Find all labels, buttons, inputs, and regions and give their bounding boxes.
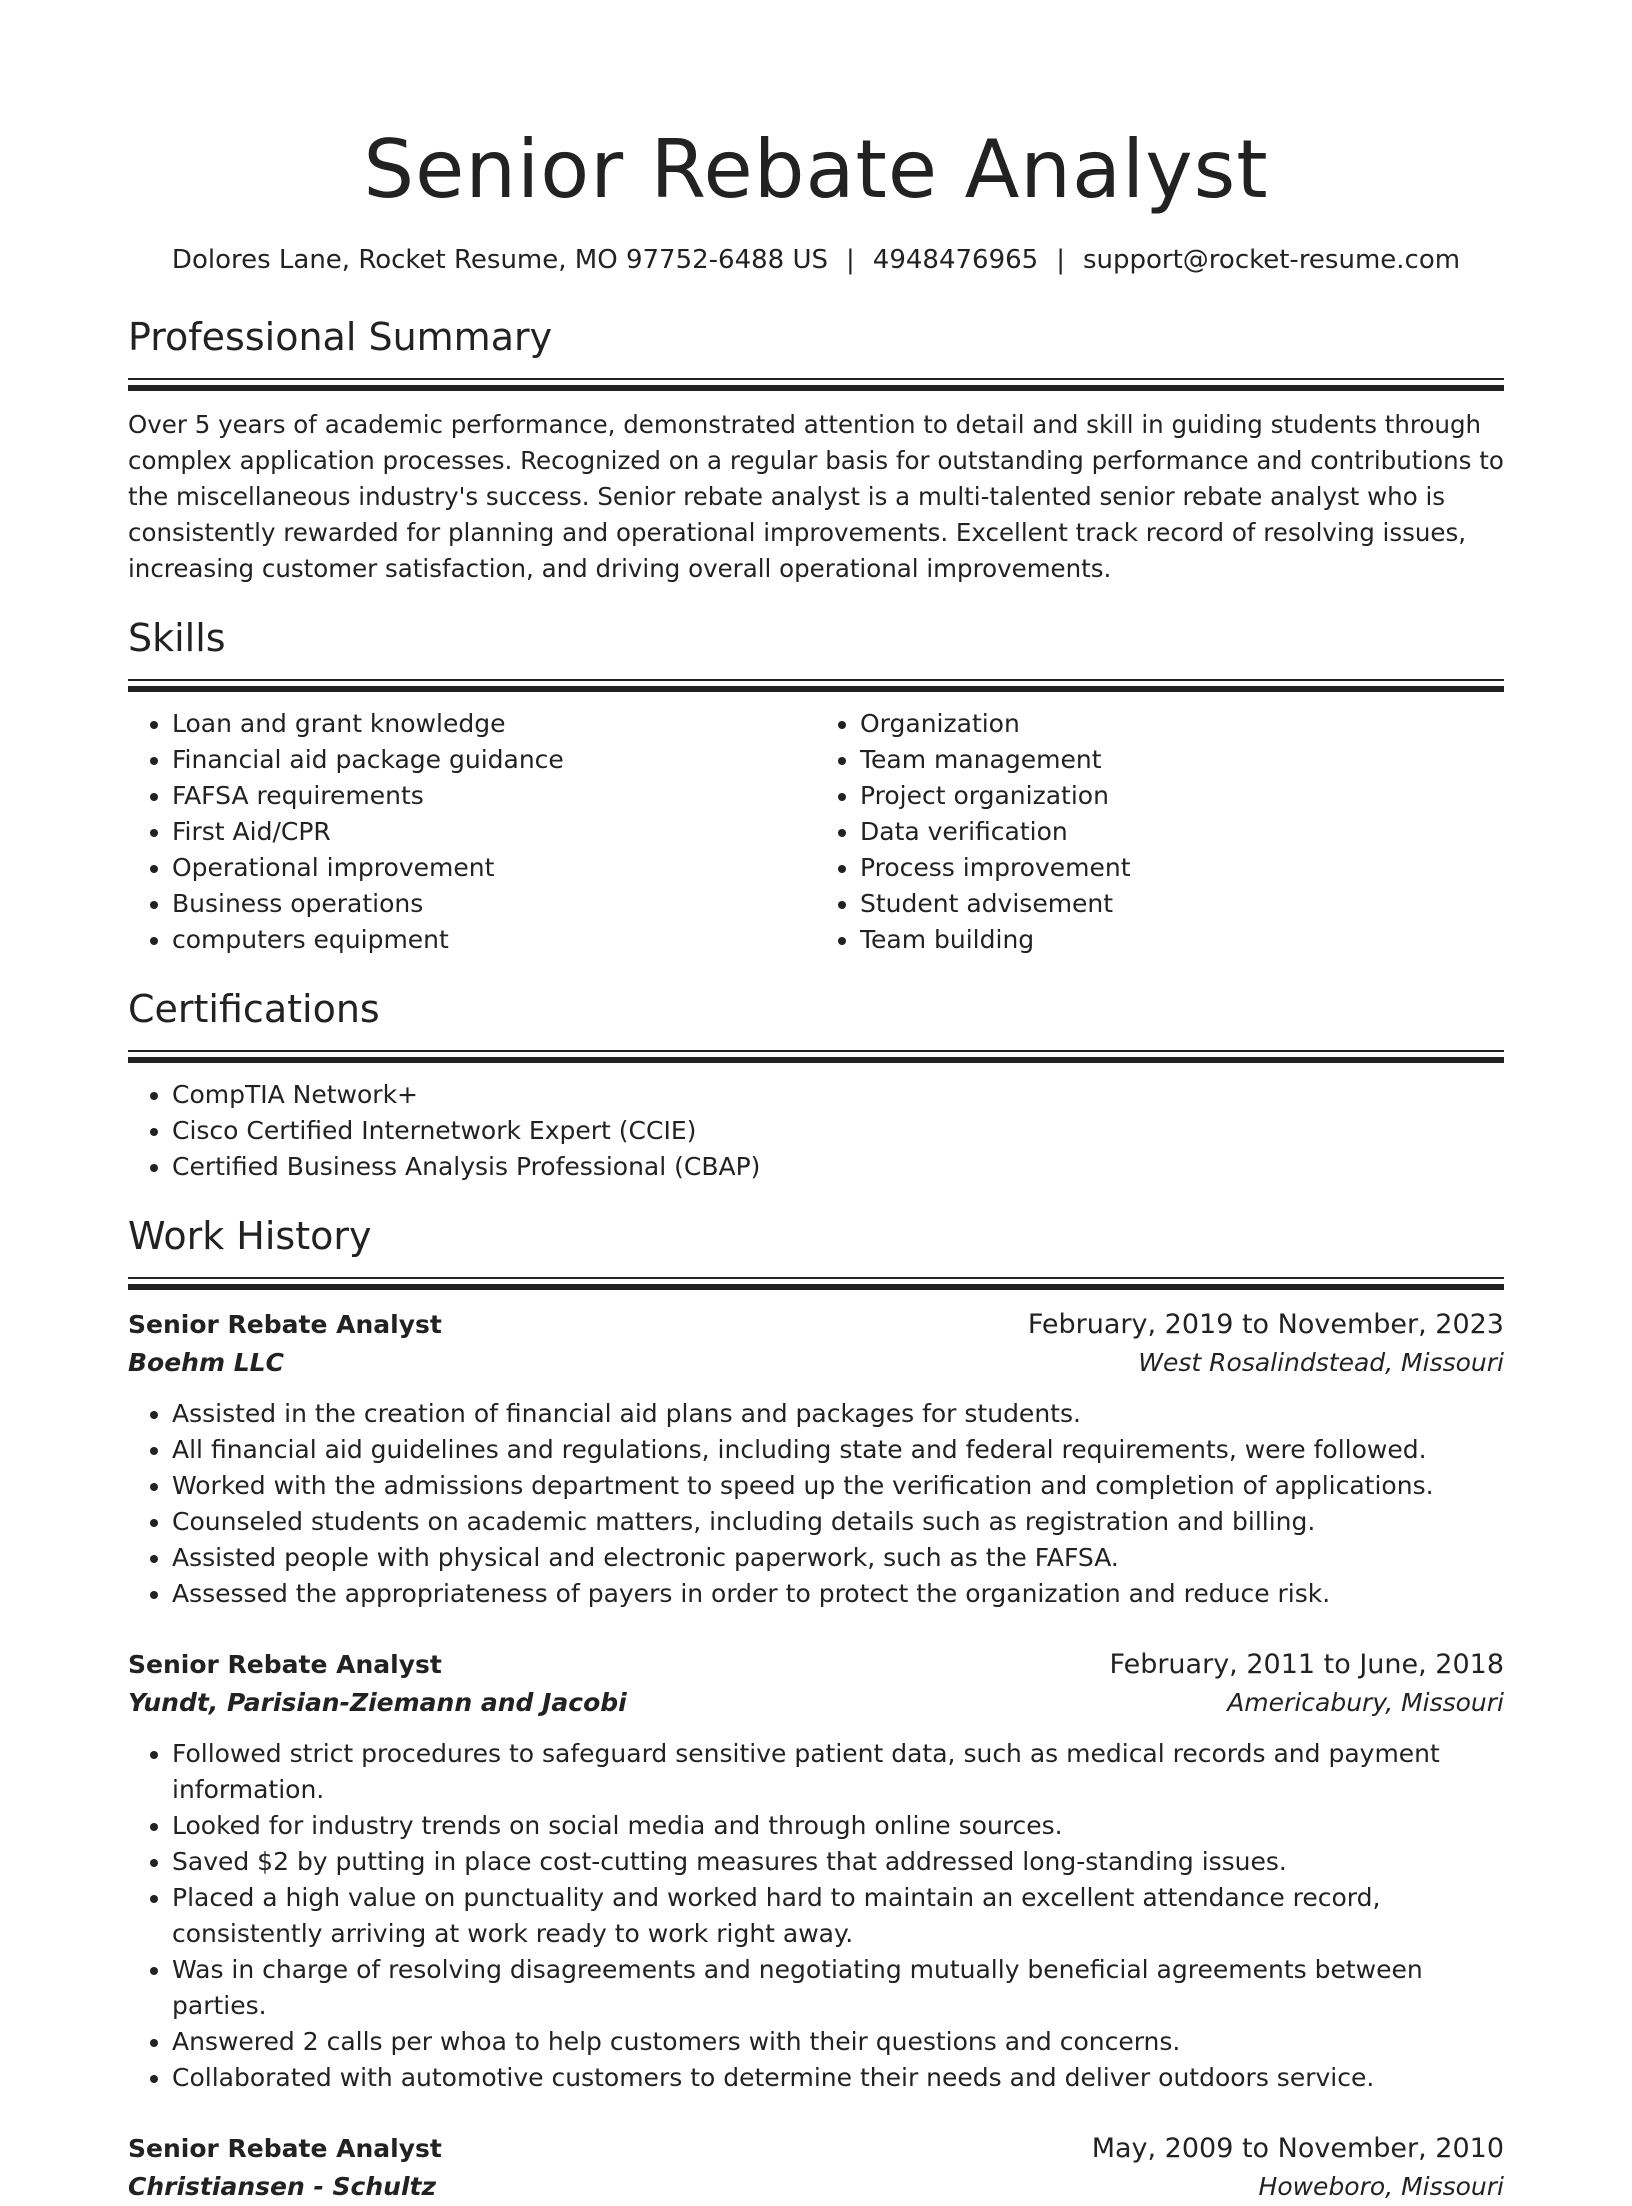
skill-item: • Operational improvement	[172, 850, 816, 886]
job-bullet: • Looked for industry trends on social media and through online sources.	[172, 1808, 1504, 1844]
job-bullet: • Answered 2 calls per whoa to help customers with their questions and concerns.	[172, 2024, 1504, 2060]
work-history-section	[128, 1211, 1504, 2206]
skill-item: • Organization	[860, 706, 1504, 742]
contact-line	[128, 242, 1504, 278]
section-divider	[128, 378, 1504, 391]
contact-separator: |	[1056, 245, 1065, 275]
job-header-row	[128, 2130, 1504, 2168]
job-bullet: • Followed strict procedures to safeguard sensitive patient data, such as medical records and payment information.	[172, 1736, 1504, 1808]
section-divider	[128, 1050, 1504, 1063]
skills-list-right	[816, 706, 1504, 958]
job-company-row	[128, 2168, 1504, 2206]
job-dates: February, 2011 to June, 2018	[1109, 1649, 1504, 1680]
job-entry	[128, 2130, 1504, 2206]
certifications-heading: Certifications	[128, 987, 380, 1031]
certifications-section	[128, 984, 1504, 1185]
summary-text: Over 5 years of academic performance, demonstrated attention to detail and skill in guiding students through complex application processes. Recognized on a regular basis for outstanding performance and contributions to the miscellaneous industry's success. Senior rebate analyst is a multi-talented senior rebate analyst who is consistently rewarded for planning and operational improvements. Excellent track record of resolving issues, increasing customer satisfaction, and driving overall operational improvements.	[128, 410, 1504, 583]
job-dates: May, 2009 to November, 2010	[1091, 2133, 1504, 2164]
job-title: Senior Rebate Analyst	[128, 2134, 442, 2163]
job-company: Christiansen - Schultz	[128, 2172, 437, 2201]
job-bullet: • Was in charge of resolving disagreements and negotiating mutually beneficial agreements between parties.	[172, 1952, 1504, 2024]
job-title: Senior Rebate Analyst	[128, 1310, 442, 1339]
job-company-row	[128, 1344, 1504, 1382]
job-bullet: • All financial aid guidelines and regulations, including state and federal requirements, were followed.	[172, 1432, 1504, 1468]
work-history-heading: Work History	[128, 1214, 372, 1258]
job-bullet: • Collaborated with automotive customers to determine their needs and deliver outdoors service.	[172, 2060, 1504, 2096]
skills-list-left	[128, 706, 816, 958]
skill-item: • FAFSA requirements	[172, 778, 816, 814]
job-bullet: • Saved $2 by putting in place cost-cutting measures that addressed long-standing issues.	[172, 1844, 1504, 1880]
job-entry	[128, 1646, 1504, 2096]
job-dates: February, 2019 to November, 2023	[1027, 1309, 1504, 1340]
job-bullet: • Assisted in the creation of financial aid plans and packages for students.	[172, 1396, 1504, 1432]
skills-section	[128, 613, 1504, 958]
job-bullet: • Worked with the admissions department to speed up the verification and completion of applications.	[172, 1468, 1504, 1504]
resume-title: Senior Rebate Analyst	[363, 123, 1269, 216]
job-location: Howeboro, Missouri	[1258, 2172, 1504, 2201]
section-divider	[128, 1277, 1504, 1290]
section-divider	[128, 679, 1504, 692]
job-header-row	[128, 1646, 1504, 1684]
skill-item: • Data verification	[860, 814, 1504, 850]
contact-phone: 4948476965	[872, 245, 1039, 275]
contact-email: support@rocket-resume.com	[1082, 245, 1461, 275]
skill-item: • Student advisement	[860, 886, 1504, 922]
skill-item: • Team building	[860, 922, 1504, 958]
summary-section	[128, 312, 1504, 587]
job-company: Boehm LLC	[128, 1348, 284, 1377]
certification-item: • Cisco Certified Internetwork Expert (CCIE)	[172, 1113, 1504, 1149]
job-bullet: • Placed a high value on punctuality and worked hard to maintain an excellent attendance record, consistently arriving at work ready to work right away.	[172, 1880, 1504, 1952]
certification-item: • CompTIA Network+	[172, 1077, 1504, 1113]
skills-heading: Skills	[128, 616, 226, 660]
skill-item: • computers equipment	[172, 922, 816, 958]
skill-item: • Process improvement	[860, 850, 1504, 886]
skill-item: • First Aid/CPR	[172, 814, 816, 850]
certification-item: • Certified Business Analysis Professional (CBAP)	[172, 1149, 1504, 1185]
job-bullet: • Assisted people with physical and electronic paperwork, such as the FAFSA.	[172, 1540, 1504, 1576]
job-company: Yundt, Parisian-Ziemann and Jacobi	[128, 1688, 627, 1717]
job-header-row	[128, 1306, 1504, 1344]
job-bullets	[128, 1736, 1504, 2096]
job-bullet: • Counseled students on academic matters, including details such as registration and billing.	[172, 1504, 1504, 1540]
contact-separator: |	[846, 245, 855, 275]
job-location: Americabury, Missouri	[1227, 1688, 1504, 1717]
skill-item: • Project organization	[860, 778, 1504, 814]
contact-address: Dolores Lane, Rocket Resume, MO 97752-6488 US	[171, 245, 829, 275]
summary-heading: Professional Summary	[128, 315, 553, 359]
job-entry	[128, 1306, 1504, 1612]
skill-item: • Team management	[860, 742, 1504, 778]
job-location: West Rosalindstead, Missouri	[1138, 1348, 1504, 1377]
job-bullets	[128, 1396, 1504, 1612]
certifications-list	[128, 1077, 1504, 1185]
job-title: Senior Rebate Analyst	[128, 1650, 442, 1679]
job-bullet: • Assessed the appropriateness of payers in order to protect the organization and reduce risk.	[172, 1576, 1504, 1612]
job-company-row	[128, 1684, 1504, 1722]
skill-item: • Business operations	[172, 886, 816, 922]
skill-item: • Loan and grant knowledge	[172, 706, 816, 742]
skills-columns	[128, 706, 1504, 958]
skill-item: • Financial aid package guidance	[172, 742, 816, 778]
